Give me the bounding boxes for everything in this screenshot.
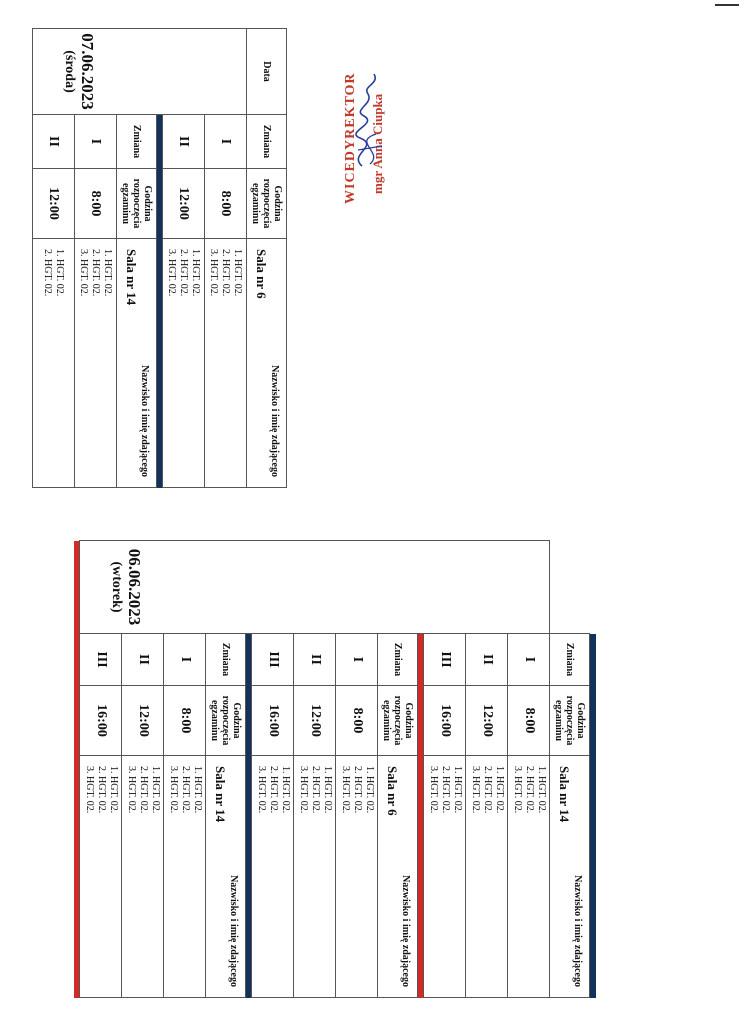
stamp-title: WICEDYREKTOR xyxy=(343,72,358,204)
names-cell: 1. HGT. 02. 2. HGT. 02. 3. HGT. 02. xyxy=(80,756,122,998)
names-cell: 1. HGT. 02. 2. HGT. 02. 3. HGT. 02. xyxy=(424,756,466,998)
time-cell: 12:00 xyxy=(122,686,164,756)
shift-cell: II xyxy=(122,634,164,686)
header-date: Data xyxy=(247,29,287,115)
band-red xyxy=(74,541,80,998)
header-start: Godzina rozpoczęcia egzaminu xyxy=(117,169,157,239)
shift-cell: II xyxy=(33,115,75,169)
header-shift: Zmiana xyxy=(247,115,287,169)
time-cell: 12:00 xyxy=(466,686,508,756)
header-name: Nazwisko i imię zdającego Sala nr 14 xyxy=(550,756,590,998)
room-label: Sala nr 6 xyxy=(254,249,269,299)
header-start: Godzina rozpoczęcia egzaminu xyxy=(550,686,590,756)
room-label: Sala nr 14 xyxy=(213,766,229,823)
header-start: Godzina rozpoczęcia egzaminu xyxy=(206,686,246,756)
names-cell: 1. HGT. 02. 2. HGT. 02. 3. HGT. 02. xyxy=(75,239,117,488)
names-cell: 1. HGT. 02. 2. HGT. 02. xyxy=(33,239,75,488)
table-day1 xyxy=(74,540,596,998)
table-day2 xyxy=(32,28,287,488)
names-cell: 1. HGT. 02. 2. HGT. 02. 3. HGT. 02. xyxy=(336,756,378,998)
shift-cell: II xyxy=(294,634,336,686)
date-text: 06.06.2023 xyxy=(125,548,145,626)
header-start: Godzina rozpoczęcia egzaminu xyxy=(247,169,287,239)
room-label: Sala nr 14 xyxy=(557,766,573,823)
time-cell: 16:00 xyxy=(80,686,122,756)
page-edge-mark xyxy=(715,4,739,6)
shift-cell: III xyxy=(424,634,466,686)
header-shift: Zmiana xyxy=(550,634,590,686)
shift-cell: I xyxy=(336,634,378,686)
shift-cell: III xyxy=(252,634,294,686)
schedule-day2 xyxy=(32,28,287,488)
signature-graphic xyxy=(340,54,400,214)
time-cell: 12:00 xyxy=(294,686,336,756)
shift-cell: I xyxy=(508,634,550,686)
stamp-name: mgr Anna Ciupka xyxy=(370,93,385,194)
date-cell-day1 xyxy=(80,541,550,634)
room-label: Sala nr 6 xyxy=(385,766,401,816)
band-navy xyxy=(590,634,596,998)
time-cell: 8:00 xyxy=(164,686,206,756)
time-cell: 12:00 xyxy=(163,169,205,239)
room-label: Sala nr 14 xyxy=(124,249,139,306)
header-shift: Zmiana xyxy=(117,115,157,169)
time-cell: 8:00 xyxy=(336,686,378,756)
header-name: Nazwisko i imię zdającego Sala nr 6 xyxy=(378,756,418,998)
stamp-block xyxy=(340,54,400,214)
header-start: Godzina rozpoczęcia egzaminu xyxy=(378,686,418,756)
date-cell-day2 xyxy=(33,29,247,115)
shift-cell: II xyxy=(466,634,508,686)
names-cell: 1. HGT. 02. 2. HGT. 02. 3. HGT. 02. xyxy=(205,239,247,488)
header-name: Nazwisko i imię zdającego Sala nr 14 xyxy=(206,756,246,998)
names-cell: 1. HGT. 02. 2. HGT. 02. 3. HGT. 02. xyxy=(122,756,164,998)
names-cell: 1. HGT. 02. 2. HGT. 02. 3. HGT. 02. xyxy=(466,756,508,998)
shift-cell: I xyxy=(164,634,206,686)
time-cell: 8:00 xyxy=(205,169,247,239)
shift-cell: I xyxy=(75,115,117,169)
weekday-text: (wtorek) xyxy=(109,561,125,613)
names-cell: 1. HGT. 02. 2. HGT. 02. 3. HGT. 02. xyxy=(294,756,336,998)
time-cell: 8:00 xyxy=(75,169,117,239)
time-cell: 8:00 xyxy=(508,686,550,756)
band-red xyxy=(418,634,424,998)
names-cell: 1. HGT. 02. 2. HGT. 02. 3. HGT. 02. xyxy=(252,756,294,998)
date-text: 07.06.2023 xyxy=(78,33,97,110)
shift-cell: II xyxy=(163,115,205,169)
shift-cell: III xyxy=(80,634,122,686)
time-cell: 16:00 xyxy=(252,686,294,756)
band-navy xyxy=(246,634,252,998)
schedule-day1 xyxy=(74,540,596,998)
band-navy xyxy=(157,115,163,488)
shift-cell: I xyxy=(205,115,247,169)
time-cell: 12:00 xyxy=(33,169,75,239)
header-name: Nazwisko i imię zdającego Sala nr 6 xyxy=(247,239,287,488)
header-shift: Zmiana xyxy=(378,634,418,686)
weekday-text: (środa) xyxy=(62,50,77,93)
header-shift: Zmiana xyxy=(206,634,246,686)
time-cell: 16:00 xyxy=(424,686,466,756)
names-cell: 1. HGT. 02. 2. HGT. 02. 3. HGT. 02. xyxy=(164,756,206,998)
names-cell: 1. HGT. 02. 2. HGT. 02. 3. HGT. 02. xyxy=(508,756,550,998)
header-name: Nazwisko i imię zdającego Sala nr 14 xyxy=(117,239,157,488)
names-cell: 1. HGT. 02. 2. HGT. 02. 3. HGT. 02. xyxy=(163,239,205,488)
